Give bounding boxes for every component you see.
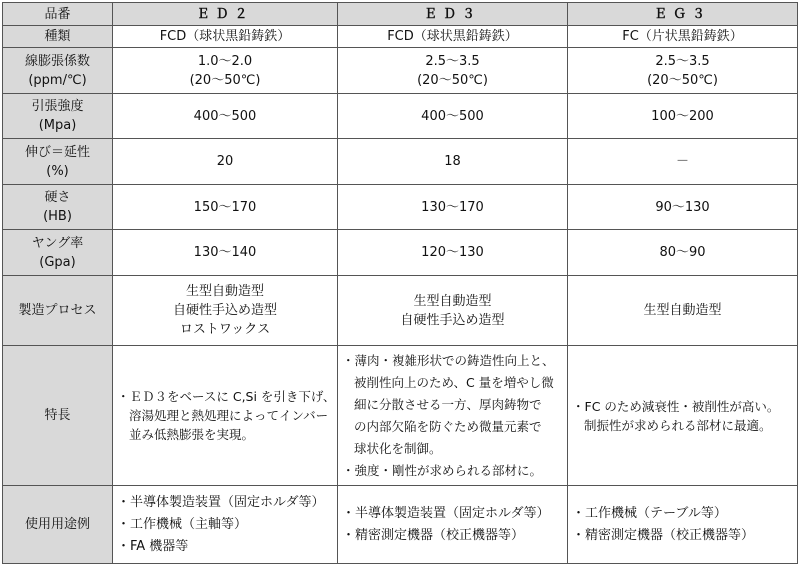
features-row bbox=[3, 346, 798, 486]
hardness-eg3: 90～130 bbox=[568, 185, 798, 230]
expansion-eg3 bbox=[568, 48, 798, 94]
header-row bbox=[3, 3, 798, 26]
expansion-row bbox=[3, 48, 798, 94]
uses-ed2 bbox=[113, 486, 338, 564]
young-ed2: 130～140 bbox=[113, 230, 338, 276]
hardness-label bbox=[3, 185, 113, 230]
expansion-label-line1: 線膨張係数 bbox=[24, 53, 90, 69]
hardness-label-line1: 硬さ bbox=[44, 190, 71, 205]
expansion-ed2 bbox=[113, 48, 338, 94]
type-ed2: FCD（球状黒鉛鋳鉄） bbox=[113, 26, 338, 48]
expansion-ed3-value: 2.5～3.5 bbox=[425, 53, 480, 69]
features-eg3-line: 制振性が求められる部材に最適。 bbox=[584, 417, 772, 433]
hardness-row bbox=[3, 185, 798, 230]
features-ed3-line: ・強度・剛性が求められる部材に。 bbox=[342, 462, 543, 478]
process-eg3-item: 生型自動造型 bbox=[643, 303, 722, 318]
features-ed2-line: 並み低熱膨張を実現。 bbox=[129, 427, 255, 442]
process-ed2 bbox=[113, 276, 338, 346]
process-ed2-item: ロストワックス bbox=[179, 322, 271, 337]
features-eg3 bbox=[568, 346, 798, 486]
tensile-ed3: 400～500 bbox=[338, 94, 568, 139]
elongation-eg3: － bbox=[568, 139, 798, 185]
uses-ed3-item: ・半導体製造装置（固定ホルダ等） bbox=[342, 505, 550, 521]
process-ed3 bbox=[338, 276, 568, 346]
elongation-label bbox=[3, 139, 113, 185]
young-eg3: 80～90 bbox=[568, 230, 798, 276]
type-label: 種類 bbox=[3, 26, 113, 48]
features-ed3 bbox=[338, 346, 568, 486]
uses-ed2-item: ・FA 機器等 bbox=[117, 538, 189, 554]
features-ed2-line: 溶湯処理と熱処理によってインバー bbox=[129, 408, 329, 423]
young-label-line2: (Gpa) bbox=[39, 254, 76, 270]
young-label bbox=[3, 230, 113, 276]
young-row bbox=[3, 230, 798, 276]
tensile-label-line1: 引張強度 bbox=[31, 99, 84, 114]
young-ed3: 120～130 bbox=[338, 230, 568, 276]
features-eg3-line: ・FC のため減衰性・被削性が高い。 bbox=[572, 398, 780, 414]
uses-eg3 bbox=[568, 486, 798, 564]
uses-eg3-item: ・精密測定機器（校正機器等） bbox=[572, 527, 755, 543]
uses-label: 使用用途例 bbox=[3, 486, 113, 564]
uses-ed3-item: ・精密測定機器（校正機器等） bbox=[342, 527, 525, 543]
features-ed3-line: の内部欠陥を防ぐため微量元素で bbox=[354, 418, 542, 434]
header-label-cell: 品番 bbox=[3, 3, 113, 26]
expansion-label-line2: (ppm/℃) bbox=[28, 72, 87, 88]
expansion-ed2-range: (20～50℃) bbox=[189, 72, 261, 88]
header-eg3: ＥＧ３ bbox=[568, 3, 798, 26]
tensile-row bbox=[3, 94, 798, 139]
uses-ed2-item: ・工作機械（主軸等） bbox=[117, 516, 248, 532]
type-ed3: FCD（球状黒鉛鋳鉄） bbox=[338, 26, 568, 48]
process-ed3-item: 自硬性手込め造型 bbox=[400, 312, 505, 328]
elongation-row bbox=[3, 139, 798, 185]
young-label-line1: ヤング率 bbox=[31, 235, 84, 251]
elongation-ed3: 18 bbox=[338, 139, 568, 185]
process-eg3 bbox=[568, 276, 798, 346]
tensile-eg3: 100～200 bbox=[568, 94, 798, 139]
expansion-ed2-value: 1.0～2.0 bbox=[197, 53, 253, 69]
expansion-eg3-value: 2.5～3.5 bbox=[655, 53, 710, 69]
features-ed2-line: ・ＥＤ３をベースに C,Si を引き下げ、 bbox=[117, 389, 336, 404]
features-ed3-line: 球状化を制御。 bbox=[354, 440, 442, 456]
process-label: 製造プロセス bbox=[3, 276, 113, 346]
header-ed2: ＥＤ２ bbox=[113, 3, 338, 26]
features-ed3-line: 細に分散させる一方、厚肉鋳物で bbox=[354, 396, 542, 412]
uses-row bbox=[3, 486, 798, 564]
tensile-label-line2: (Mpa) bbox=[38, 118, 77, 133]
uses-ed2-item: ・半導体製造装置（固定ホルダ等） bbox=[117, 494, 325, 510]
process-ed2-item: 自硬性手込め造型 bbox=[172, 303, 277, 318]
process-ed2-item: 生型自動造型 bbox=[185, 284, 264, 299]
tensile-label bbox=[3, 94, 113, 139]
uses-eg3-item: ・工作機械（テーブル等） bbox=[572, 505, 727, 521]
expansion-ed3-range: (20～50℃) bbox=[417, 72, 488, 88]
process-ed3-item: 生型自動造型 bbox=[413, 293, 492, 309]
hardness-ed2: 150～170 bbox=[113, 185, 338, 230]
process-row bbox=[3, 276, 798, 346]
features-ed2 bbox=[113, 346, 338, 486]
features-ed3-line: 被削性向上のため、C 量を増やし微 bbox=[354, 374, 554, 390]
elongation-label-line1: 伸び＝延性 bbox=[24, 144, 90, 160]
expansion-ed3 bbox=[338, 48, 568, 94]
type-row bbox=[3, 26, 798, 48]
elongation-ed2: 20 bbox=[113, 139, 338, 185]
header-ed3: ＥＤ３ bbox=[338, 3, 568, 26]
features-label: 特長 bbox=[3, 346, 113, 486]
hardness-ed3: 130～170 bbox=[338, 185, 568, 230]
features-ed3-line: ・薄肉・複雑形状での鋳造性向上と、 bbox=[342, 352, 555, 368]
type-eg3: FC（片状黒鉛鋳鉄） bbox=[568, 26, 798, 48]
expansion-eg3-range: (20～50℃) bbox=[647, 72, 718, 88]
uses-ed3 bbox=[338, 486, 568, 564]
tensile-ed2: 400～500 bbox=[113, 94, 338, 139]
material-spec-table bbox=[2, 2, 798, 564]
elongation-label-line2: (%) bbox=[46, 163, 69, 179]
hardness-label-line2: (HB) bbox=[43, 209, 72, 224]
expansion-label bbox=[3, 48, 113, 94]
